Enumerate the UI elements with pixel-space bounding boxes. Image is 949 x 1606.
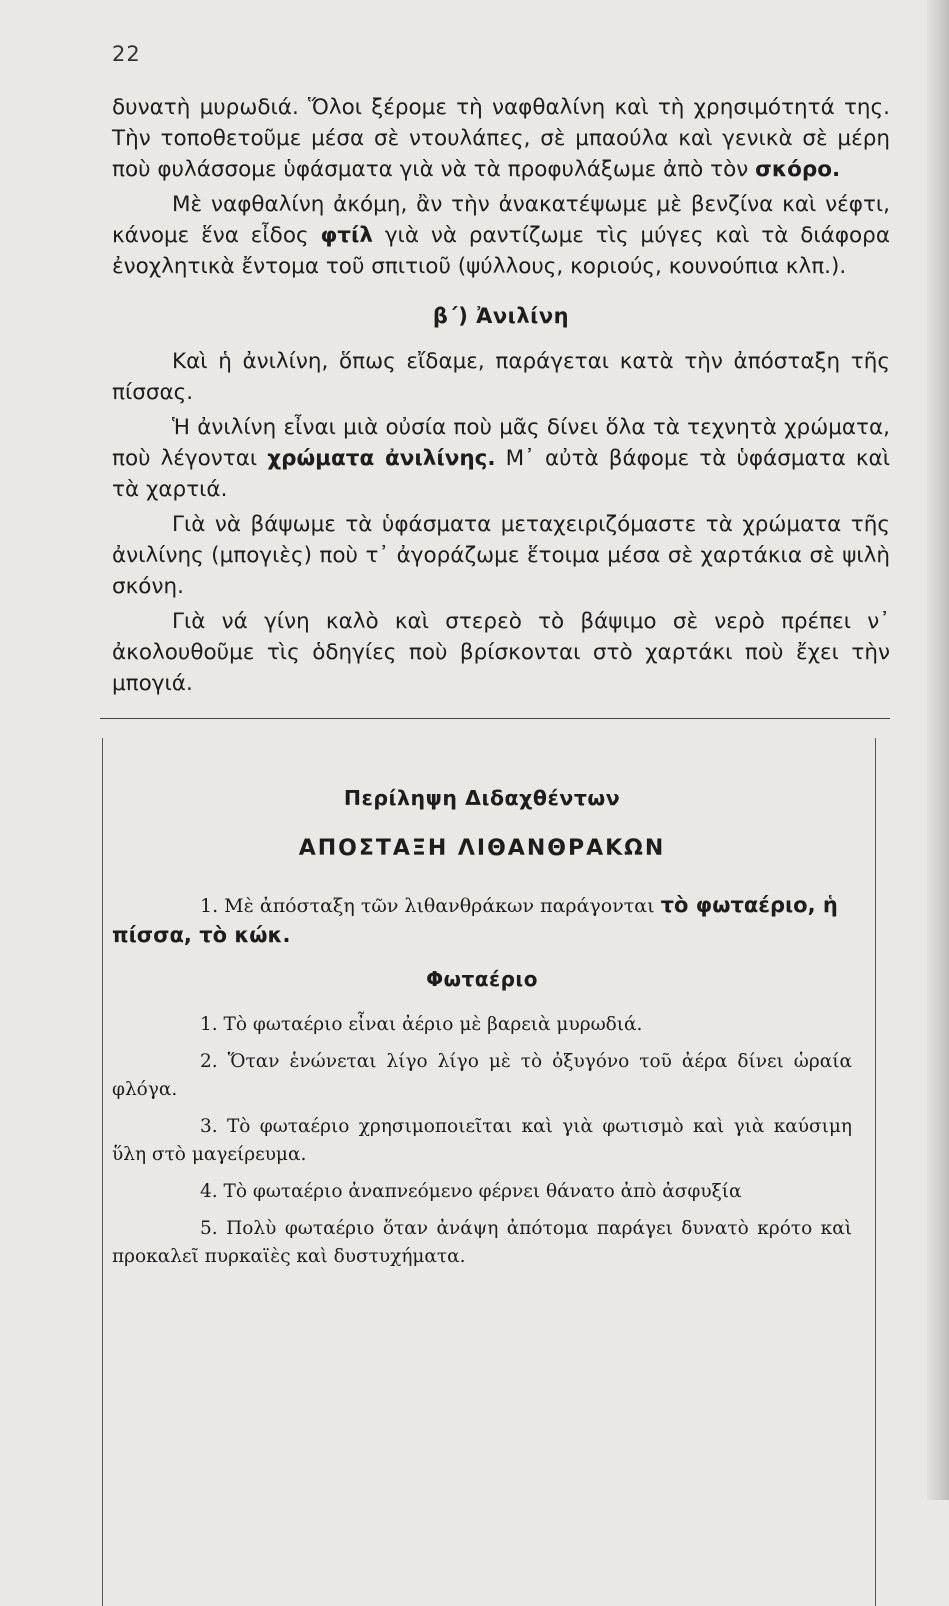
list-item: 4. Τὸ φωταέριο ἀναπνεόμενο φέρνει θάνατο ἀπὸ ἀσφυξία xyxy=(200,1181,742,1202)
page-edge xyxy=(927,0,949,1500)
main-text xyxy=(112,92,890,699)
paragraph-text: Μὲ ναφθαλίνη ἀκόμη, ἂν τὴν ἀνακατέψωμε μὲ βενζίνα καὶ νέφτι, κάνομε ἕνα εἶδος xyxy=(112,192,890,248)
section-heading: β΄) Ἀνιλίνη xyxy=(432,304,570,328)
paragraph xyxy=(112,346,890,408)
list-item: 2. Ὅταν ἑνώνεται λίγο λίγο μὲ τὸ ὀξυγόνο τοῦ ἀέρα δίνει ὡραία φλόγα. xyxy=(112,1051,852,1100)
summary-intro-text: 1. Μὲ ἀπόσταξη τῶν λιθανθράκων παράγονται xyxy=(200,895,655,917)
summary-heading: Φωταέριο xyxy=(426,967,538,991)
paragraph-text: δυνατὴ μυρωδιά. Ὅλοι ξέρομε τὴ ναφθαλίνη καὶ τὴ χρησιμότητά της. Τὴν τοποθετοῦμε μέσα σὲ ντουλάπες, σὲ μπαούλα καὶ γενικὰ σὲ μέρη ποὺ φυλάσσομε ὑφάσματα γιὰ νὰ τὰ προφυλάξωμε ἀπὸ τὸν xyxy=(112,95,890,182)
paragraph-text: Ἡ ἀνιλίνη εἶναι μιὰ οὐσία ποὺ μᾶς δίνει ὅλα τὰ τεχνητὰ χρώματα, ποὺ λέγονται xyxy=(112,415,890,471)
paragraph xyxy=(112,92,890,185)
paragraph xyxy=(112,412,890,505)
emphasized-term: χρώματα ἀνιλίνης. xyxy=(267,446,496,471)
paragraph-group xyxy=(112,92,890,282)
list-item: 3. Τὸ φωταέριο χρησιμοποιεῖται καὶ γιὰ φωτισμὸ καὶ γιὰ καύσιμη ὕλη στὸ μαγείρευμα. xyxy=(112,1116,852,1165)
paragraph-text: Καὶ ἡ ἀνιλίνη, ὅπως εἴδαμε, παράγεται κατὰ τὴν ἀπόσταξη τῆς πίσσας. xyxy=(112,349,890,405)
summary-top-rule xyxy=(100,718,890,719)
paragraph-text: Μ᾽ αὐτὰ βάφομε τὰ ὑφάσματα καὶ τὰ χαρτιά. xyxy=(112,446,890,502)
emphasized-term: σκόρο. xyxy=(755,157,841,182)
list-item: 1. Τὸ φωταέριο εἶναι ἀέριο μὲ βαρειὰ μυρωδιά. xyxy=(200,1014,643,1035)
paragraph xyxy=(112,189,890,282)
page-number: 22 xyxy=(112,42,141,66)
paragraph-group xyxy=(112,346,890,699)
summary-subtitle: ΑΠΟΣΤΑΞΗ ΛΙΘΑΝΘΡΑΚΩΝ xyxy=(298,836,666,861)
summary-intro-tail: τὸ φωταέριο, ἡ πίσσα, τὸ κώκ. xyxy=(112,893,838,947)
paragraph-text: γιὰ νὰ ραντίζωμε τὶς μύγες καὶ τὰ διάφορα ἐνοχλητικὰ ἔντομα τοῦ σπιτιοῦ (ψύλλους, κοριούς, κουνούπια κλπ.). xyxy=(112,223,890,279)
summary-title: Περίληψη Διδαχθέντων xyxy=(343,786,621,810)
paragraph xyxy=(112,509,890,602)
summary-intro xyxy=(112,891,852,951)
paragraph-text: Γιὰ νά γίνη καλὸ καὶ στερεὸ τὸ βάψιμο σὲ νερὸ πρέπει ν᾽ ἀκολουθοῦμε τὶς ὁδηγίες ποὺ βρίσκονται στὸ χαρτάκι ποὺ ἔχει τὴν μπογιά. xyxy=(112,609,890,696)
emphasized-term: φτίλ xyxy=(320,223,373,248)
paragraph-text: Γιὰ νὰ βάψωμε τὰ ὑφάσματα μεταχειριζόμαστε τὰ χρώματα τῆς ἀνιλίνης (μπογιὲς) ποὺ τ᾽ ἀγοράζωμε ἕτοιμα μέσα σὲ χαρτάκια σὲ ψιλὴ σκόνη. xyxy=(112,512,890,599)
summary-box xyxy=(112,768,852,1280)
list-item: 5. Πολὺ φωταέριο ὅταν ἀνάψη ἀπότομα παράγει δυνατὸ κρότο καὶ προκαλεῖ πυρκαϊὲς καὶ δυστυχήματα. xyxy=(112,1218,852,1267)
paragraph xyxy=(112,606,890,699)
summary-list xyxy=(112,1011,852,1271)
